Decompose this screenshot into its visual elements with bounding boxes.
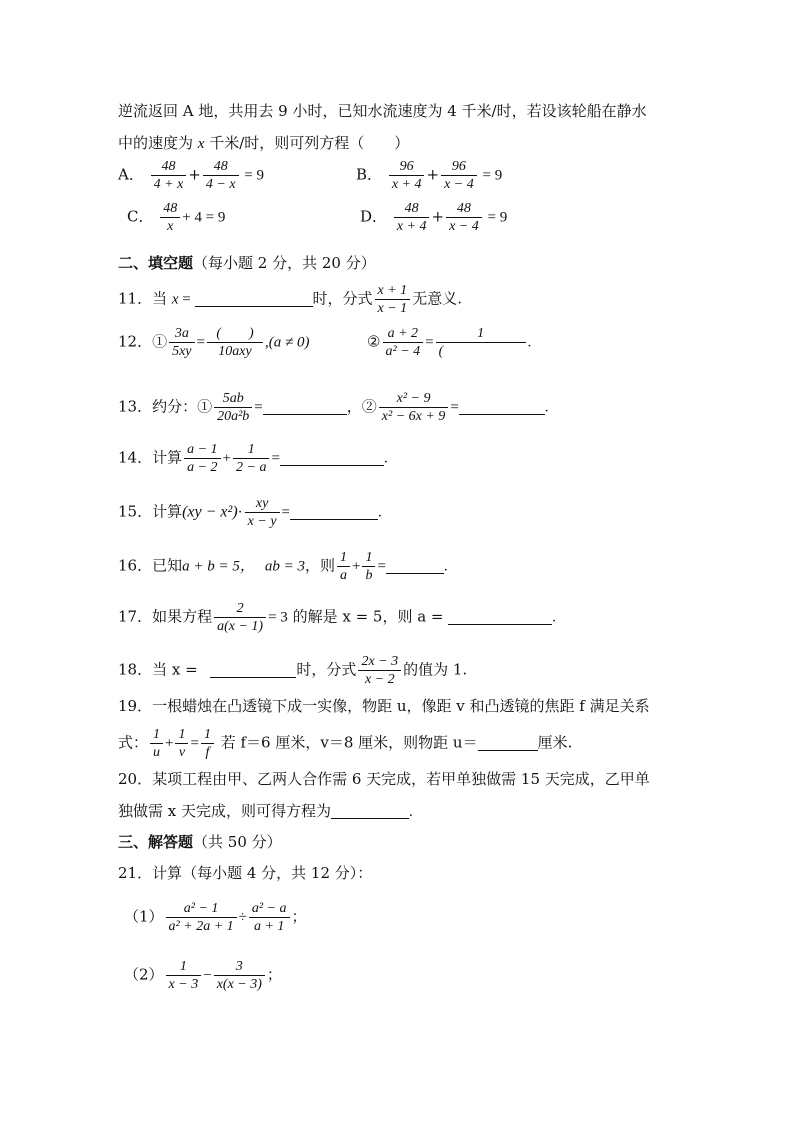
question-15: 15．计算(xy − x²)· $\frac{xy}{x - y}$ = .	[118, 496, 382, 529]
q10-option-d: D． $\frac{48}{x + 4}$ + $\frac{48}{x - 4}$ = 9	[360, 201, 508, 234]
question-21-part1: （1） $\frac{\text{a² − 1}}{\text{a² + 2a + 1}}$ ÷ $\frac{\text{a² − a}}{a + 1}$ ；	[124, 901, 307, 934]
q10-option-a: A． $\frac{48}{4 + x}$ + $\frac{48}{4 - x}$ = 9	[118, 159, 265, 192]
q10-text-line1: 逆流返回 A 地，共用去 9 小时，已知水流速度为 4 千米/时，若设该轮船在静水	[118, 102, 647, 120]
question-17: 17．如果方程 $\frac{2}{a(x - 1)}$ = 3 的解是 x = 5，则 a = .	[118, 601, 557, 634]
q10-option-c: C． $\frac{48}{x}$ + 4 = 9	[127, 201, 226, 234]
question-19-line1: 19．一根蜡烛在凸透镜下成一实像，物距 u，像距 v 和凸透镜的焦距 f 满足关系	[118, 697, 650, 715]
question-13: 13．约分：① $\frac{5ab}{\text{20a²b}}$ = ，② $\frac{\text{x² − 9}}{\text{x² − 6x + 9}}$ = .	[118, 391, 549, 424]
q10-text-line2: 中的速度为 x 千米/时，则可列方程（ ）	[118, 134, 410, 152]
question-21-title: 21．计算（每小题 4 分，共 12 分）：	[118, 864, 373, 882]
question-16: 16．已知a + b = 5， ab = 3，则 $\frac{1}{a}$ + $\frac{1}{b}$ = .	[118, 550, 448, 583]
question-20-line1: 20．某项工程由甲、乙两人合作需 6 天完成，若甲单独做需 15 天完成，乙甲单	[118, 770, 650, 788]
question-21-part2: （2） $\frac{1}{x - 3}$ − $\frac{3}{x(x - 3)}$ ；	[124, 959, 282, 992]
question-19-line2: 式： $\frac{1}{u}$ + $\frac{1}{v}$ = $\frac{1}{f}$ 若 f＝6 厘米，v＝8 厘米，则物距 u＝ 厘米.	[118, 727, 573, 760]
question-14: 14．计算 $\frac{a - 1}{a - 2}$ + $\frac{1}{2 - a}$ = .	[118, 442, 388, 475]
section2-heading: 二、填空题（每小题 2 分，共 20 分）	[118, 254, 376, 272]
question-20-line2: 独做需 x 天完成，则可得方程为 .	[118, 802, 413, 820]
section3-heading: 三、解答题（共 50 分）	[118, 833, 282, 851]
question-12: 12．① $\frac{3a}{5xy}$ = $\frac{( )}{\text{10axy}}$ ,(a ≠ 0) ② $\frac{a + 2}{\text{a² − 4}}$ = $\frac{1}{(}$ .	[118, 326, 532, 359]
question-18: 18．当 x = 时，分式 $\frac{2x - 3}{x - 2}$ 的值为 1.	[118, 654, 468, 687]
question-11: 11．当 x = 时，分式 $\frac{x + 1}{x - 1}$ 无意义.	[118, 283, 462, 316]
q10-option-b: B． $\frac{96}{x + 4}$ + $\frac{96}{x - 4}$ = 9	[356, 159, 503, 192]
